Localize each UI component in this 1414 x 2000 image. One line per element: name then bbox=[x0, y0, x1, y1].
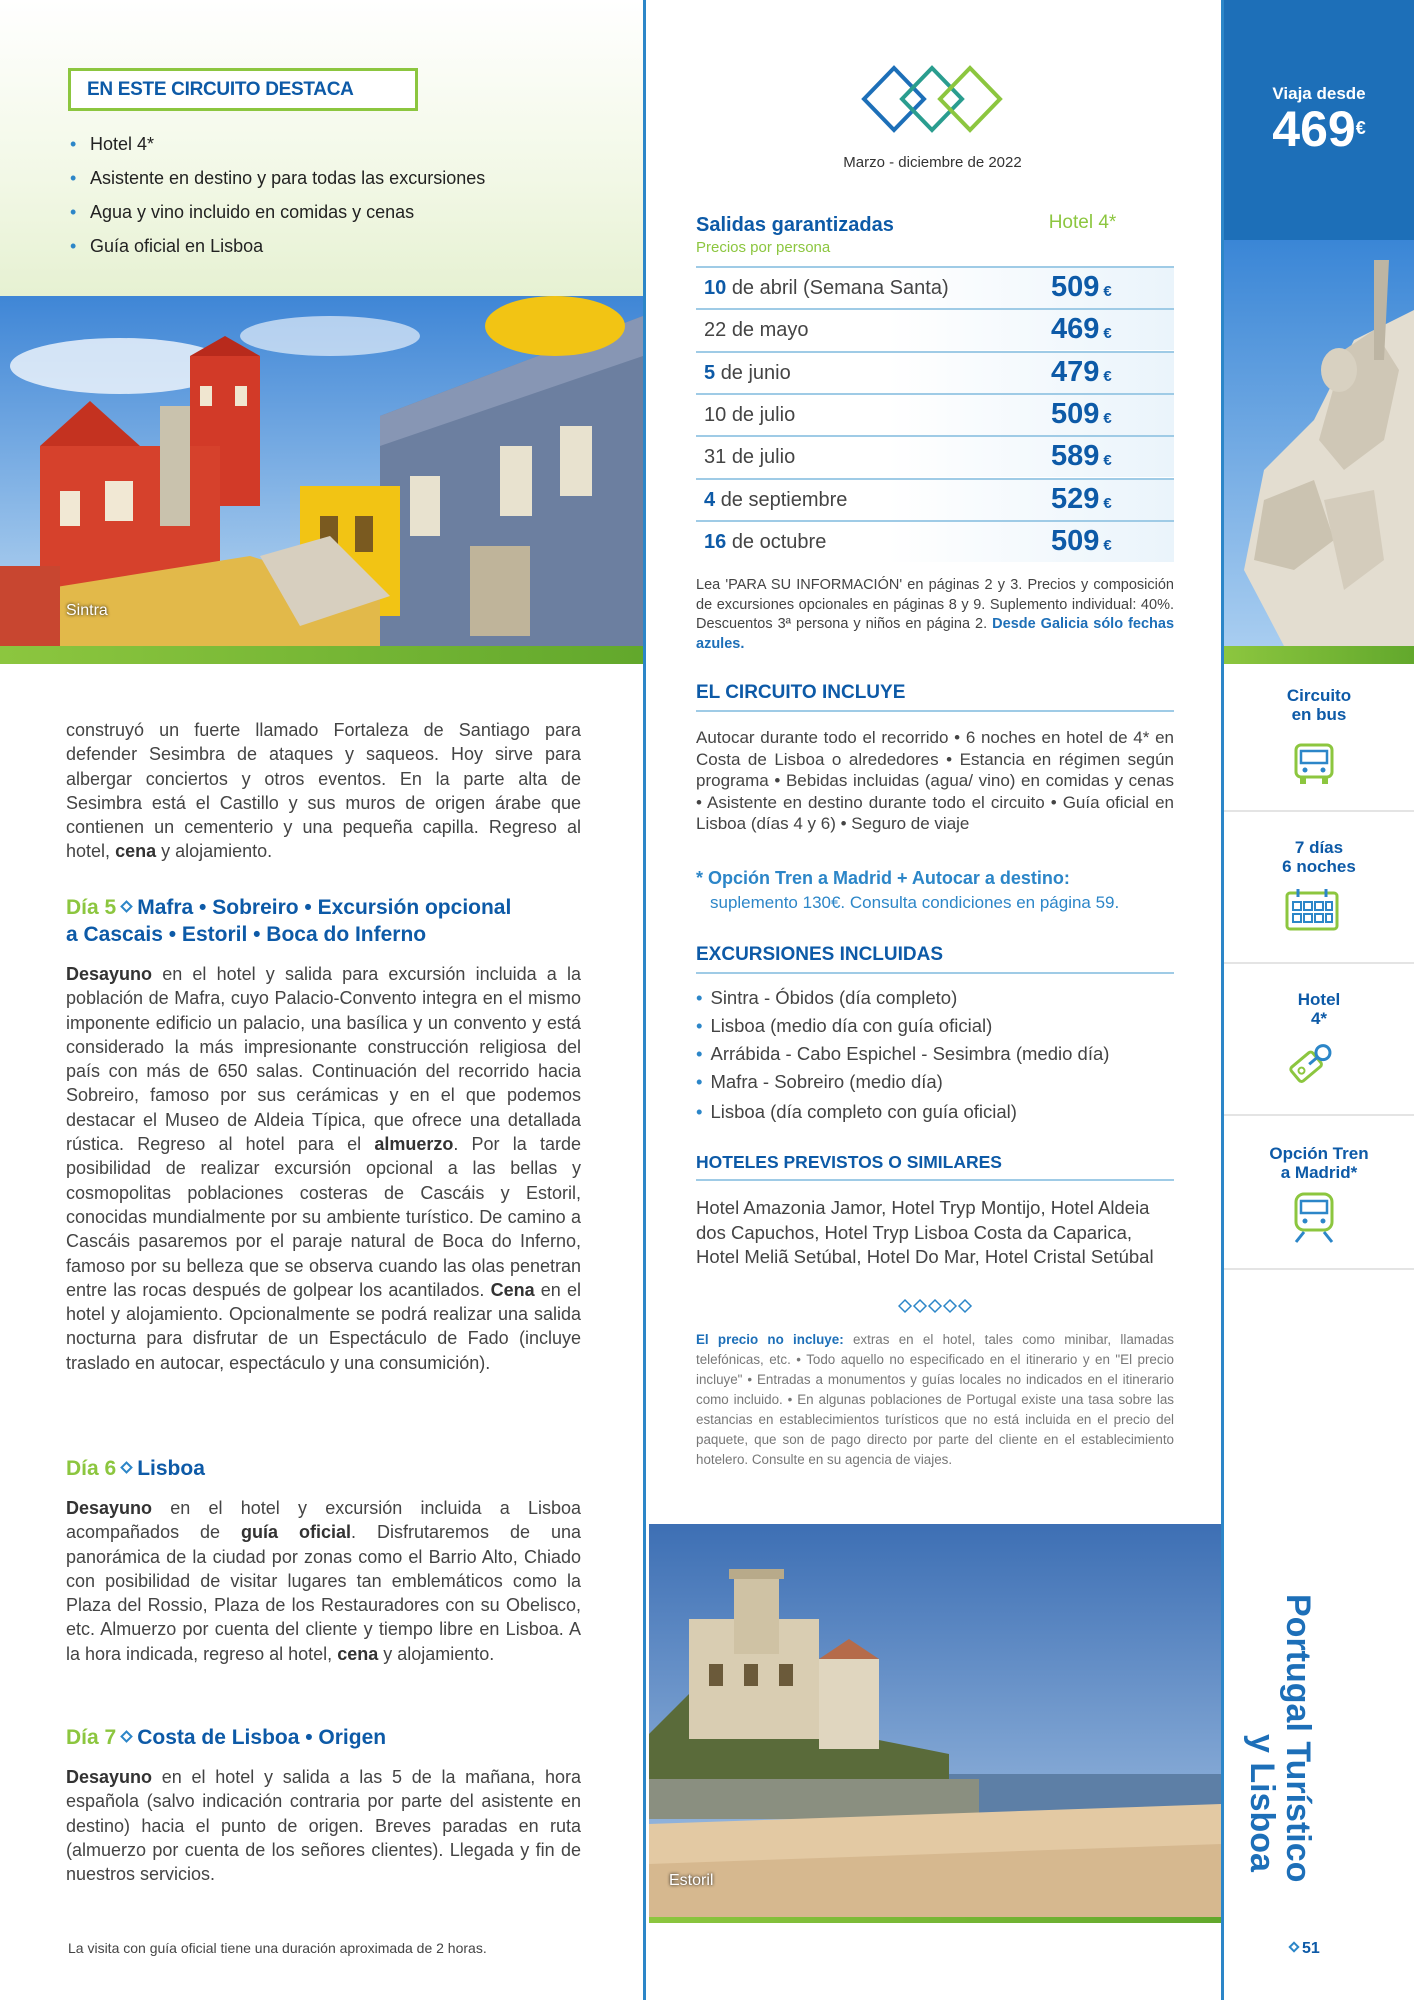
photo-caption-estoril: Estoril bbox=[669, 1872, 714, 1889]
vertical-title-line2: y Lisboa bbox=[1243, 1734, 1281, 1872]
feature-duration-label: 7 días 6 noches bbox=[1282, 838, 1356, 876]
diamond-icon bbox=[120, 1730, 133, 1743]
highlight-item: • Agua y vino incluido en comidas y cenas bbox=[72, 202, 414, 223]
feature-separator bbox=[1224, 962, 1414, 964]
hotel-column-header: Hotel 4* bbox=[1048, 212, 1117, 233]
excursion-item: • Arrábida - Cabo Espichel - Sesimbra (medio día) bbox=[696, 1043, 1109, 1065]
departure-date: 5 de junio bbox=[704, 361, 791, 384]
intro-paragraph: construyó un fuerte llamado Fortaleza de Santiago para defender Sesimbra de ataques y saqueos. Hoy sirve para albergar conciertos y otros eventos. En la parte alta de Sesimbra está el Castillo y sus muros de origen árabe que contienen un cementerio y una pequeña capilla. Regreso al hotel, cena y alojamiento. bbox=[66, 720, 581, 862]
highlight-item: • Guía oficial en Lisboa bbox=[72, 236, 263, 257]
price-row bbox=[696, 393, 1174, 435]
monument-photo bbox=[1224, 240, 1414, 646]
day6-paragraph: Desayuno en el hotel y excursión incluida a Lisboa acompañados de guía oficial. Disfrutaremos de una panorámica de la ciudad por zonas como el Barrio Alto, Chiado con posibilidad de visitar lugares tan emblemáticos como la Plaza del Rossio, Plaza de los Restauradores con su Obelisco, etc. Almuerzo por cuenta del cliente y tiempo libre en Lisboa. A la hora indicada, regreso al hotel, cena y alojamiento. bbox=[66, 1498, 581, 1664]
feature-separator bbox=[1224, 1268, 1414, 1270]
highlight-item: • Asistente en destino y para todas las excursiones bbox=[72, 168, 485, 189]
includes-title: EL CIRCUITO INCLUYE bbox=[696, 682, 1174, 712]
feature-separator bbox=[1224, 1114, 1414, 1116]
vertical-title-line1: Portugal Turístico bbox=[1279, 1594, 1317, 1883]
departure-price: 469 € bbox=[1051, 313, 1112, 346]
diamond-icon bbox=[1288, 1941, 1299, 1952]
from-label: Viaja desde bbox=[1272, 84, 1366, 103]
departure-price: 509 € bbox=[1051, 524, 1112, 557]
decorative-diamonds bbox=[898, 1298, 974, 1314]
train-option-title: * Opción Tren a Madrid + Autocar a destino: bbox=[696, 868, 1070, 888]
estoril-photo bbox=[649, 1524, 1221, 1917]
hotel-key-icon bbox=[1286, 1036, 1340, 1086]
page-number: 51 bbox=[1290, 1940, 1320, 1958]
train-option-text: suplemento 130€. Consulta condiciones en página 59. bbox=[710, 893, 1120, 912]
season-dates: Marzo - diciembre de 2022 bbox=[843, 154, 1022, 171]
departure-price: 529 € bbox=[1051, 482, 1112, 515]
departure-price: 479 € bbox=[1051, 355, 1112, 388]
highlight-item: • Hotel 4* bbox=[72, 134, 154, 155]
price-row bbox=[696, 308, 1174, 350]
departure-date: 10 de julio bbox=[704, 403, 796, 426]
price-info: Lea 'PARA SU INFORMACIÓN' en páginas 2 y 3. Precios y composición de excursiones opcionales en páginas 8 y 9. Suplemento individual: 40%. Descuentos 3ª persona y niños en página 2. Desde Galicia sólo fechas azules. bbox=[696, 577, 1175, 652]
bus-icon bbox=[1290, 742, 1338, 786]
photo-caption-sintra: Sintra bbox=[66, 602, 108, 619]
footnote: La visita con guía oficial tiene una duración aproximada de 2 horas. bbox=[68, 1940, 487, 1956]
departure-price: 589 € bbox=[1051, 440, 1112, 473]
price-row bbox=[696, 351, 1174, 393]
calendar-icon bbox=[1284, 888, 1340, 932]
departure-date: 22 de mayo bbox=[704, 319, 809, 342]
departure-date: 4 de septiembre bbox=[704, 488, 848, 511]
departure-date: 31 de julio bbox=[704, 446, 796, 469]
excursion-item: • Sintra - Óbidos (día completo) bbox=[696, 987, 957, 1009]
from-price: 469€ bbox=[1272, 101, 1366, 157]
feature-bus-label: Circuito en bus bbox=[1286, 686, 1352, 724]
departure-price: 509 € bbox=[1051, 397, 1112, 430]
day7-paragraph: Desayuno en el hotel y salida a las 5 de la mañana, hora española (salvo indicación contraria por parte del asistente en destino) hacia el punto de origen. Breves paradas en ruta (almuerzo por cuenta de los señores clientes). Llegada y fin de nuestros servicios. bbox=[66, 1767, 581, 1885]
hotels-text: Hotel Amazonia Jamor, Hotel Tryp Montijo, Hotel Aldeia dos Capuchos, Hotel Tryp Lisboa Costa da Caparica, Hotel Meliã Setúbal, Hotel Do Mar, Hotel Cristal Setúbal bbox=[696, 1197, 1154, 1267]
sintra-photo bbox=[0, 296, 643, 646]
excursions-title: EXCURSIONES INCLUIDAS bbox=[696, 944, 1174, 974]
price-row bbox=[696, 520, 1174, 562]
train-icon bbox=[1290, 1192, 1338, 1244]
excursion-item: • Mafra - Sobreiro (medio día) bbox=[696, 1071, 943, 1093]
excursion-item: • Lisboa (día completo con guía oficial) bbox=[696, 1101, 1017, 1123]
hotels-title: HOTELES PREVISTOS O SIMILARES bbox=[696, 1152, 1174, 1181]
day7-title: Día 7 Costa de Lisboa • Origen bbox=[66, 1726, 387, 1749]
prices-title: Salidas garantizadas bbox=[696, 214, 894, 236]
feature-train-label: Opción Tren a Madrid* bbox=[1269, 1144, 1369, 1182]
diamond-icon bbox=[120, 1461, 133, 1474]
prices-subtitle: Precios por persona bbox=[696, 239, 831, 256]
feature-separator bbox=[1224, 810, 1414, 812]
departure-price: 509 € bbox=[1051, 271, 1112, 303]
green-divider bbox=[0, 646, 643, 664]
highlights-title: EN ESTE CIRCUITO DESTACA bbox=[68, 68, 418, 111]
green-divider bbox=[1224, 646, 1414, 664]
departure-date: 16 de octubre bbox=[704, 530, 827, 553]
day5-paragraph: Desayuno en el hotel y salida para excursión incluida a la población de Mafra, cuyo Palacio-Convento integra en el mismo imponente edificio un palacio, una basílica y un convento y está considerado la más impresionante construcción religiosa del país con más de 650 salas. Continuación del recorrido hacia Sobreiro, famoso por sus cerámicas y en el que podemos destacar el Museo de Aldeia Típica, que ofrece una detallada rústica. Regreso al hotel para el almuerzo. Por la tarde posibilidad de realizar excursión opcional a las bellas y cosmopolitas poblaciones costeras de Cascáis y Estoril, conocidas mundialmente por su ambiente turístico. De camino a Cascáis pasaremos por el paraje natural de Boca do Inferno, famoso por su belleza que se observa cuando las olas penetran entre las rocas después de golpear los acantilados. Cena en el hotel y alojamiento. Opcionalmente se podrá realizar una salida nocturna para disfrutar de un Espectáculo de Fado (incluye traslado en autocar, espectáculo y una consumición). bbox=[66, 964, 581, 1373]
includes-text: Autocar durante todo el recorrido • 6 noches en hotel de 4* en Costa de Lisboa o alrededores • Estancia en régimen según programa • Bebidas incluidas (agua/ vino) en comidas y cenas • Asistente en destino durante todo el circuito • Guía oficial en Lisboa (días 4 y 6) • Seguro de viaje bbox=[696, 728, 1174, 833]
column-divider bbox=[643, 0, 646, 2000]
day5-title: Día 5 Mafra • Sobreiro • Excursión opcional a Cascais • Estoril • Boca do Inferno bbox=[66, 896, 512, 946]
price-row bbox=[696, 478, 1174, 520]
brand-diamonds-logo bbox=[854, 62, 1010, 136]
feature-hotel-label: Hotel 4* bbox=[1297, 990, 1341, 1028]
diamond-icon bbox=[120, 900, 133, 913]
not-included-text: El precio no incluye: extras en el hotel, tales como minibar, llamadas telefónicas, etc. • Todo aquello no especificado en el itinerario y en "El precio incluye" • Entradas a monumentos y guías locales no indicados en el itinerario como incluido. • En algunas poblaciones de Portugal existe una tasa sobre las estancias en establecimientos turísticos que no está incluida en el precio del paquete, que son de pago directo por parte del cliente en el establecimiento hotelero. Consulte en su agencia de viajes. bbox=[696, 1332, 1174, 1467]
price-row bbox=[696, 266, 1174, 308]
day6-title: Día 6 Lisboa bbox=[66, 1457, 205, 1480]
price-row bbox=[696, 435, 1174, 477]
green-divider bbox=[649, 1917, 1221, 1923]
departure-date: 10 de abril (Semana Santa) bbox=[704, 277, 949, 299]
excursion-item: • Lisboa (medio día con guía oficial) bbox=[696, 1015, 992, 1037]
